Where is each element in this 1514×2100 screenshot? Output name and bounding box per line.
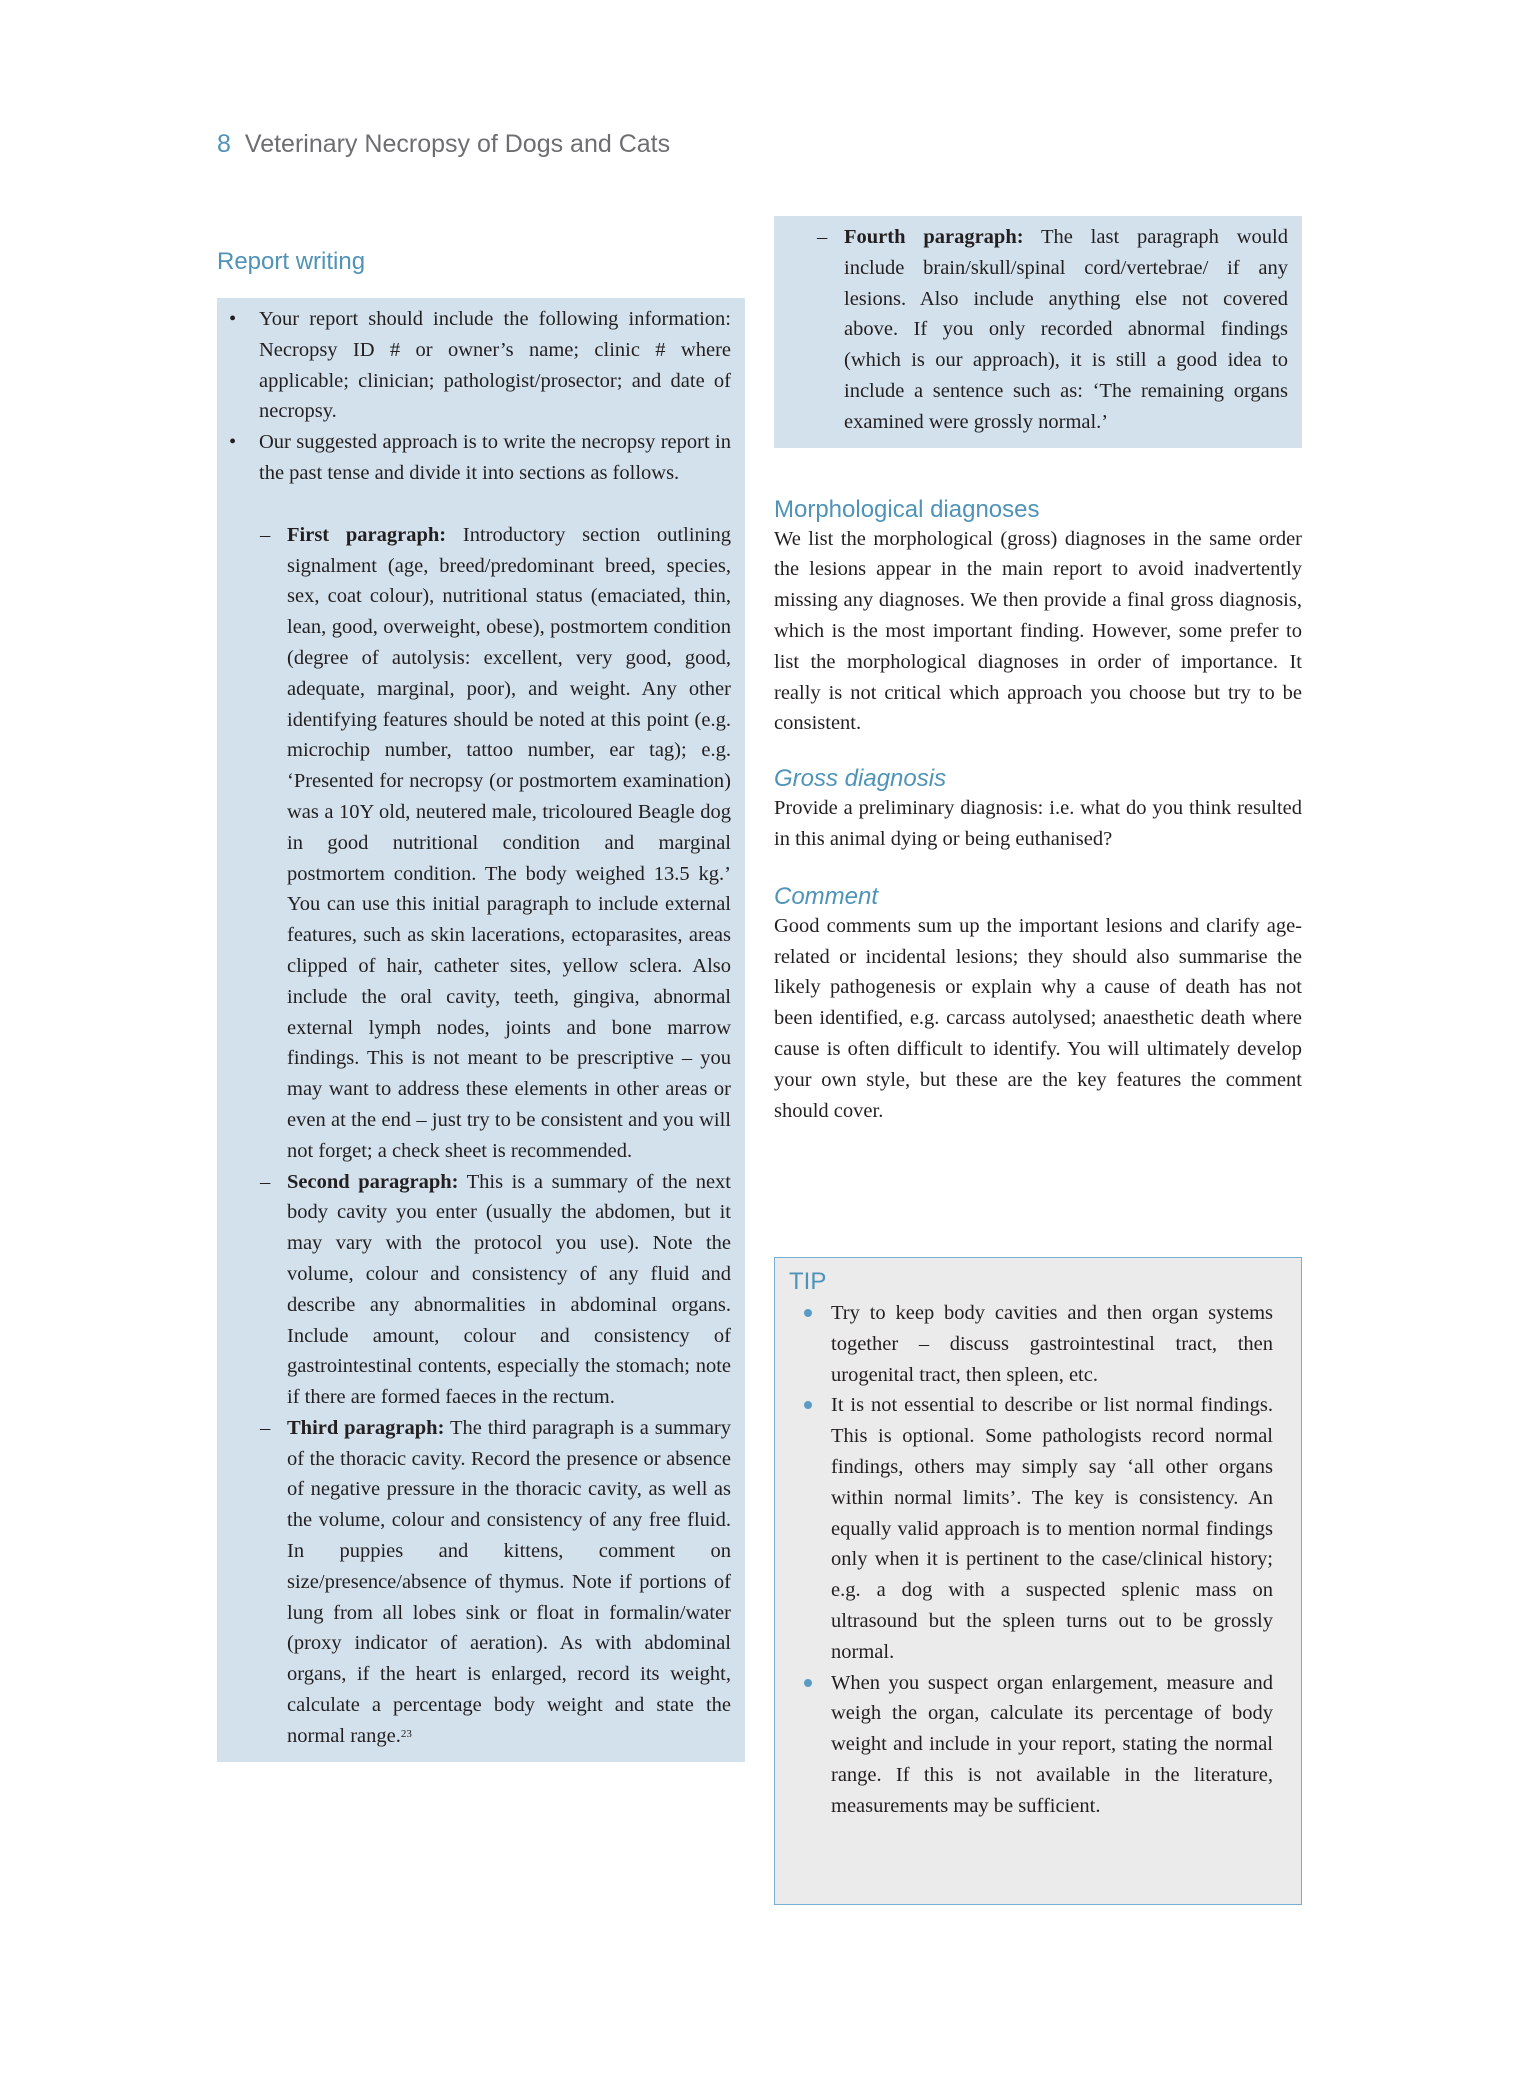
tip-heading: TIP <box>789 1268 827 1295</box>
gross-diagnosis-heading: Gross diagnosis <box>774 765 947 793</box>
dash-marker: – <box>260 1170 271 1193</box>
second-paragraph-label: Second paragraph: <box>287 1170 459 1193</box>
first-paragraph-text: Introductory section outlining signalment (age, breed/predominant breed, species, sex, coat colour), nutritional status (emaciated, thin, lean, good, overweight, obese), postmortem condition (degree of autolysis: excellent, very good, good, adequate, marginal, poor), and weight. Any other identifying features should be noted at this point (e.g. microchip number, tattoo number, ear tag); e.g. ‘Presented for necropsy (or postmortem examination) was a 10Y old, neutered male, tricoloured Beagle dog in good nutritional condition and marginal postmortem condition. The body weighed 13.5 kg.’ You can use this initial paragraph to include external features, such as skin lacerations, ectoparasites, areas clipped of hair, catheter sites, yellow sclera. Also include the oral cavity, teeth, gingiva, abnormal external lymph nodes, joints and bone marrow findings. This is not meant to be prescriptive – you may want to address these elements in other areas or even at the end – just try to be consistent and you will not forget; a check sheet is recommended. <box>287 523 731 1162</box>
second-paragraph-item <box>217 1167 731 1413</box>
third-paragraph-label: Third paragraph: <box>287 1416 445 1439</box>
report-writing-box <box>217 298 745 1762</box>
fourth-paragraph-box <box>774 216 1302 448</box>
fourth-paragraph-item <box>774 222 1288 438</box>
dash-marker: – <box>817 226 828 248</box>
footnote-ref: 23 <box>400 1727 412 1740</box>
report-writing-heading: Report writing <box>217 248 366 275</box>
tip-item: It is not essential to describe or list normal findings. This is optional. Some pathologists record normal findings, others may simply say ‘all other organs within normal limits’. The key is consistency. An equally valid approach is to mention normal findings only when it is pertinent to the case/clinical history; e.g. a dog with a suspected splenic mass on ultrasound but the spleen turns out to be grossly normal. <box>789 1390 1273 1667</box>
right-column <box>774 216 1302 1126</box>
tip-box <box>774 1257 1302 1905</box>
fourth-paragraph-label: Fourth paragraph: <box>844 226 1024 248</box>
dash-marker: – <box>260 523 271 546</box>
report-bullet: • Your report should include the following information: Necropsy ID # or owner’s name; clinic # where applicable; clinician; pathologist/prosector; and date of necropsy. <box>217 304 731 427</box>
first-paragraph-label: First paragraph: <box>287 523 447 546</box>
report-bullet-list <box>217 304 731 489</box>
left-column <box>217 248 745 1762</box>
second-paragraph-text: This is a summary of the next body cavity you enter (usually the abdomen, but it may vary with the protocol you use). Note the volume, colour and consistency of any fluid and describe any abnormalities in abdominal organs. Include amount, colour and consistency of gastrointestinal contents, especially the stomach; note if there are formed faeces in the rectum. <box>287 1170 731 1409</box>
third-paragraph-text: The third paragraph is a summary of the thoracic cavity. Record the presence or absence of negative pressure in the thoracic cavity, as well as the volume, colour and consistency of any free fluid. In puppies and kittens, comment on size/presence/absence of thymus. Note if portions of lung from all lobes sink or float in formalin/water (proxy indicator of aeration). As with abdominal organs, if the heart is enlarged, record its weight, calculate a percentage body weight and state the normal range. <box>287 1416 732 1747</box>
paragraph-list <box>217 520 731 1752</box>
dash-marker: – <box>260 1416 271 1439</box>
tip-list <box>789 1298 1273 1822</box>
fourth-paragraph-list <box>774 222 1288 438</box>
third-paragraph-item <box>217 1413 731 1752</box>
report-bullet: • Our suggested approach is to write the necropsy report in the past tense and divide it into sections as follows. <box>217 427 731 489</box>
morphological-text: We list the morphological (gross) diagnoses in the same order the lesions appear in the main report to avoid inadvertently missing any diagnoses. We then provide a final gross diagnosis, which is the most important finding. However, some prefer to list the morphological diagnoses in order of importance. It really is not critical which approach you choose but try to be consistent. <box>774 527 1302 735</box>
morphological-heading: Morphological diagnoses <box>774 495 1040 523</box>
comment-heading: Comment <box>774 882 879 910</box>
comment-text: Good comments sum up the important lesions and clarify age-related or incidental lesions; they should also summarise the likely pathogenesis or explain why a cause of death has not been identified, e.g. carcass autolysed; anaesthetic death where cause is often difficult to identify. You will ultimately develop your own style, but these are the key features the comment should cover. <box>774 914 1302 1122</box>
page-number: 8 <box>217 130 231 158</box>
tip-item: Try to keep body cavities and then organ systems together – discuss gastrointestinal tract, then urogenital tract, then spleen, etc. <box>789 1298 1273 1390</box>
tip-item: When you suspect organ enlargement, measure and weigh the organ, calculate its percentage of body weight and include in your report, stating the normal range. If this is not available in the literature, measurements may be sufficient. <box>789 1668 1273 1822</box>
gross-diagnosis-text: Provide a preliminary diagnosis: i.e. what do you think resulted in this animal dying or being euthanised? <box>774 797 1302 850</box>
book-title: Veterinary Necropsy of Dogs and Cats <box>244 130 671 158</box>
running-header <box>217 130 670 159</box>
first-paragraph-item <box>217 520 731 1167</box>
fourth-paragraph-text: The last paragraph would include brain/skull/spinal cord/vertebrae/ if any lesions. Also include anything else not covered above. If you only recorded abnormal findings (which is our approach), it is still a good idea to include a sentence such as: ‘The remaining organs examined were grossly normal.’ <box>844 226 1288 433</box>
